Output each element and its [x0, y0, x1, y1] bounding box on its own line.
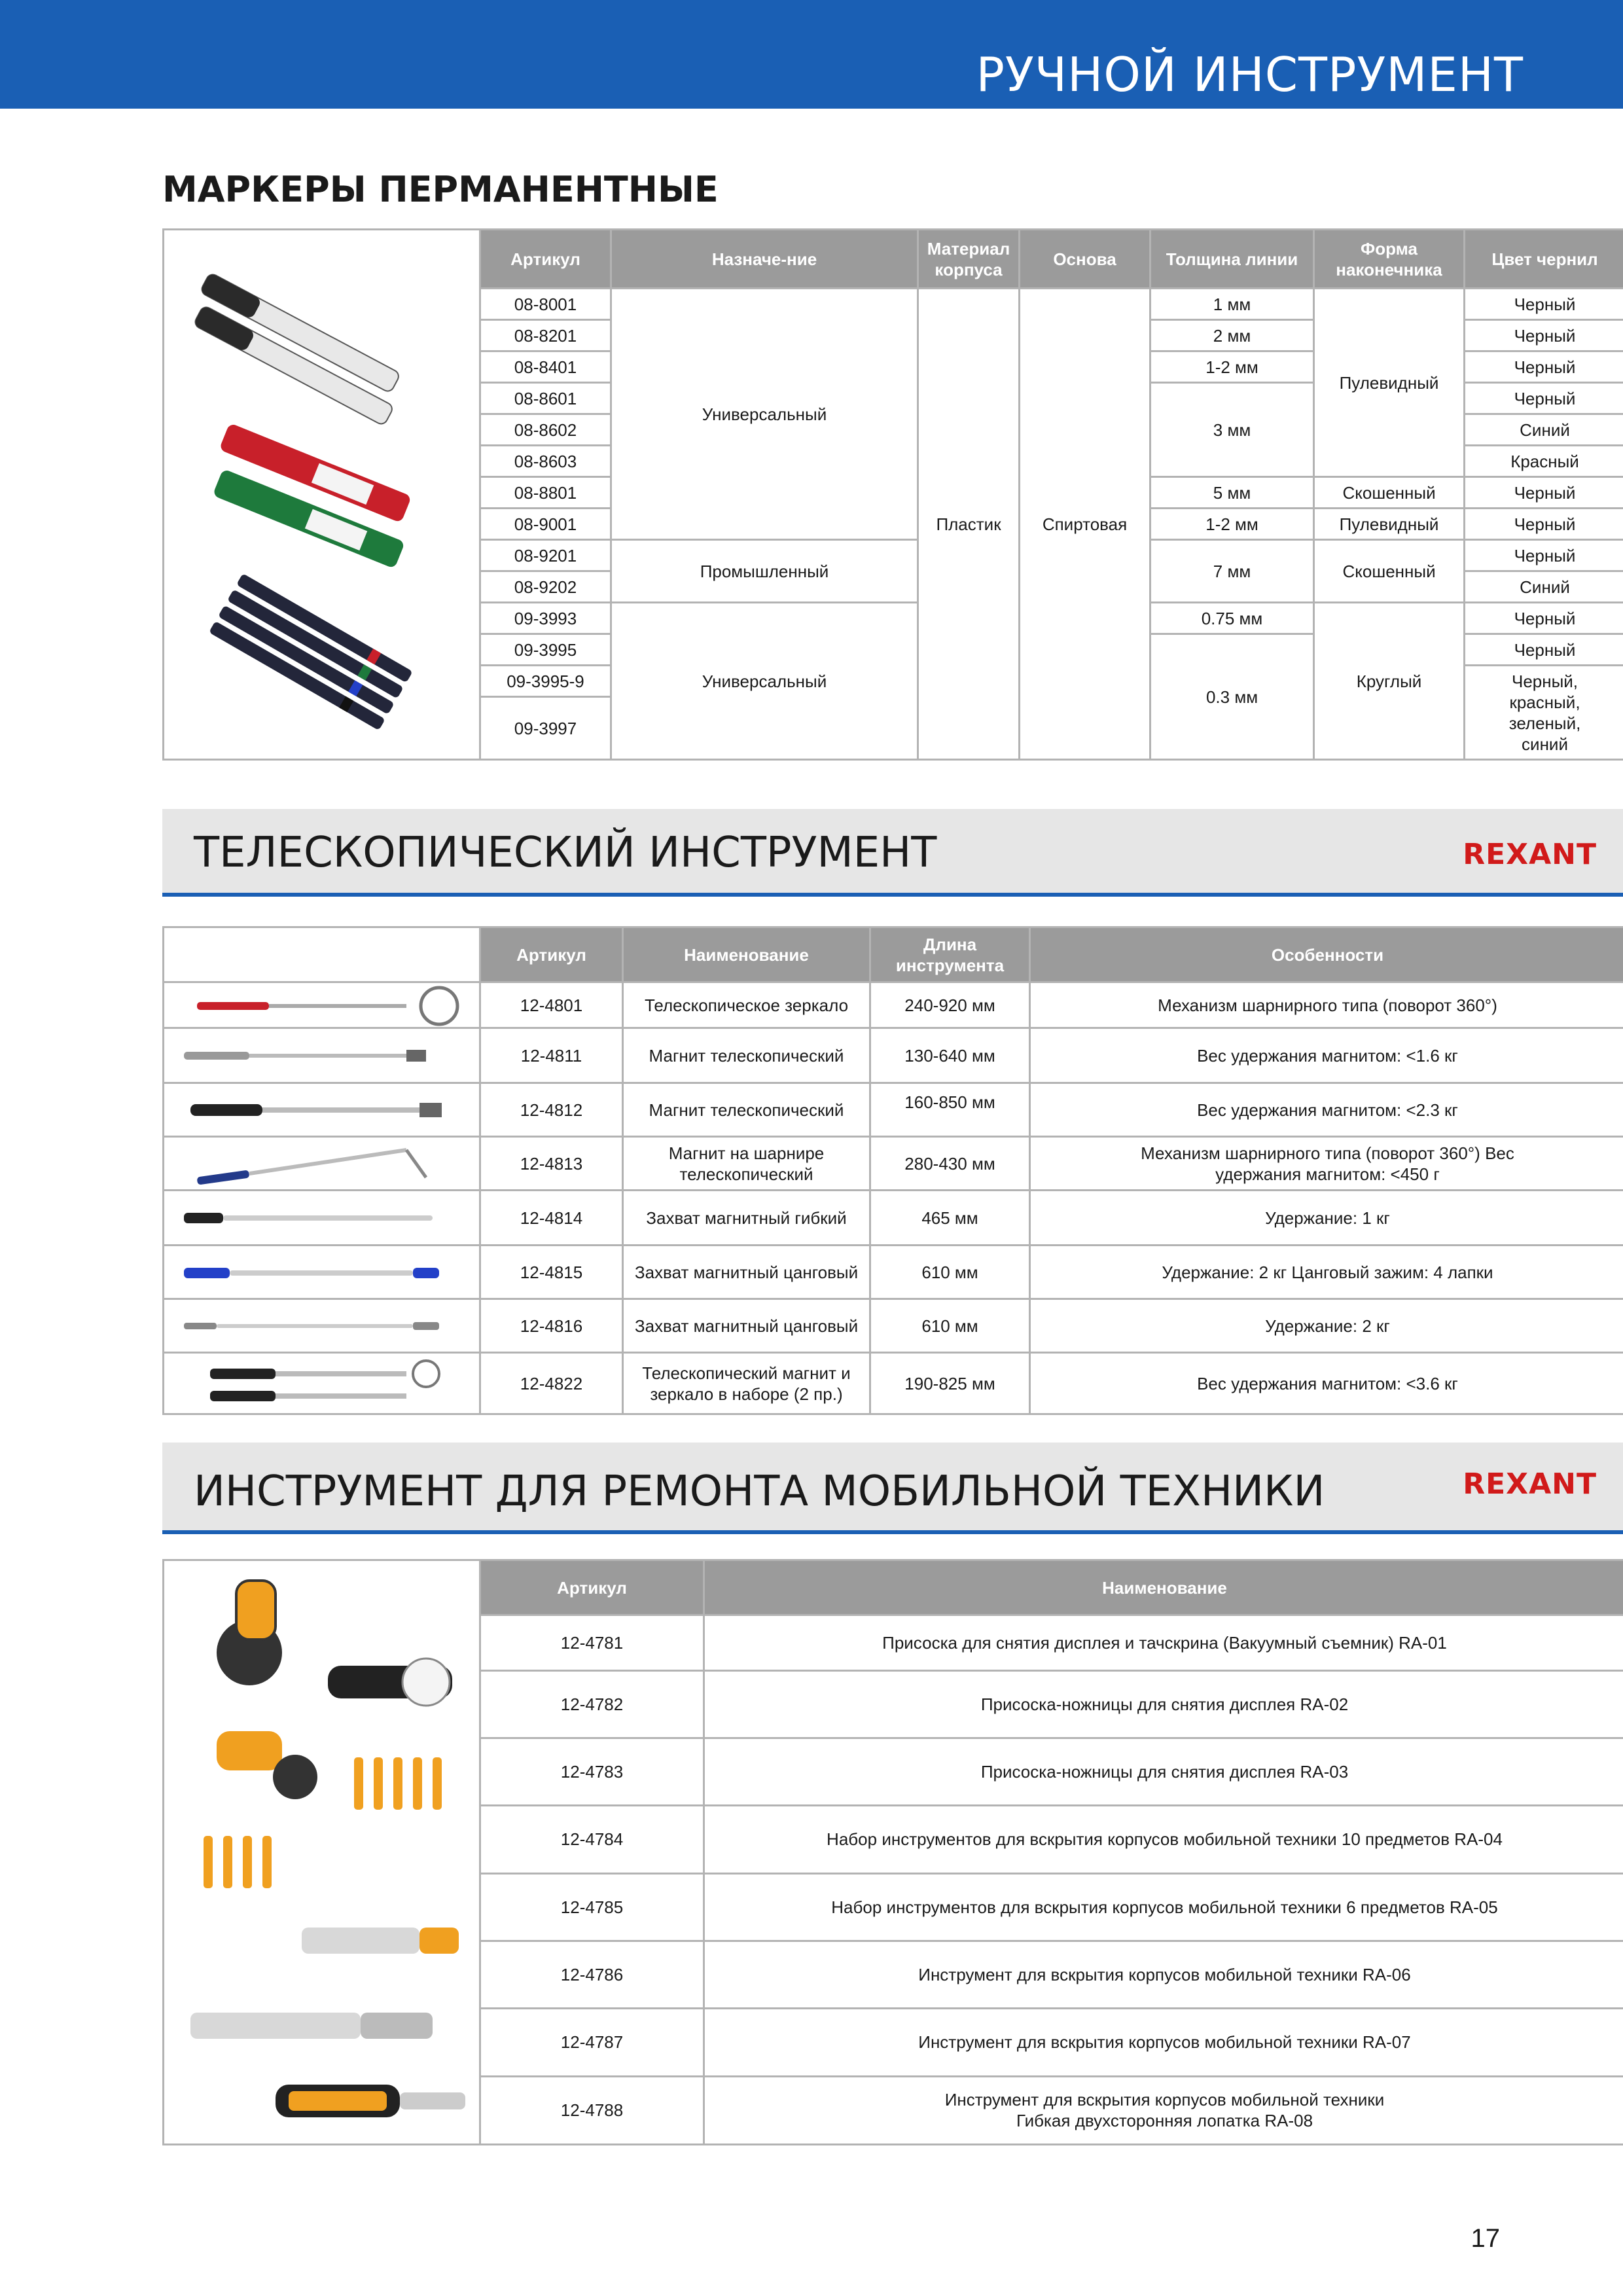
markers-header-thickness: Толщина линии — [1150, 230, 1314, 289]
table-row-article: 12-4784 — [480, 1806, 704, 1873]
markers-header-article: Артикул — [480, 230, 611, 289]
table-row-length: 190-825 мм — [870, 1353, 1030, 1414]
markers-article: 08-8201 — [480, 320, 611, 351]
markers-header-base: Основа — [1020, 230, 1150, 289]
table-row-name: Набор инструментов для вскрытия корпусов мобильной техники 10 предметов RA-04 — [704, 1806, 1623, 1873]
markers-article: 08-8602 — [480, 414, 611, 446]
markers-table — [162, 228, 1623, 761]
markers-tip: Пулевидный — [1314, 509, 1465, 540]
table-row-article: 12-4783 — [480, 1738, 704, 1805]
table-row-name: Набор инструментов для вскрытия корпусов мобильной техники 6 предметов RA-05 — [704, 1873, 1623, 1941]
table-row-name: Присоска-ножницы для снятия дисплея RA-02 — [704, 1670, 1623, 1738]
telescopic-magnet-image — [164, 1083, 480, 1137]
table-row-article: 12-4788 — [480, 2076, 704, 2144]
table-row-article: 12-4781 — [480, 1615, 704, 1670]
markers-ink: Черный — [1465, 320, 1623, 351]
markers-material: Пластик — [918, 289, 1020, 760]
markers-ink: Черный — [1465, 634, 1623, 666]
markers-base: Спиртовая — [1020, 289, 1150, 760]
markers-tip: Пулевидный — [1314, 289, 1465, 477]
telescopic-header-article: Артикул — [480, 927, 623, 982]
markers-thickness: 2 мм — [1150, 320, 1314, 351]
table-row-features: Вес удержания магнитом: <2.3 кг — [1030, 1083, 1623, 1137]
table-row-length: 465 мм — [870, 1191, 1030, 1246]
telescopic-header-length: Длина инструмента — [870, 927, 1030, 982]
table-row-features: Вес удержания магнитом: <1.6 кг — [1030, 1028, 1623, 1083]
telescopic-header-name: Наименование — [623, 927, 870, 982]
table-row-features: Механизм шарнирного типа (поворот 360°) Вес удержания магнитом: <450 г — [1030, 1137, 1623, 1191]
table-row-length: 130-640 мм — [870, 1028, 1030, 1083]
table-row-features: Вес удержания магнитом: <3.6 кг — [1030, 1353, 1623, 1414]
markers-header-material: Материал корпуса — [918, 230, 1020, 289]
table-row-article: 12-4812 — [480, 1083, 623, 1137]
markers-thickness: 1-2 мм — [1150, 351, 1314, 383]
markers-thickness: 0.75 мм — [1150, 603, 1314, 634]
table-row-name: Захват магнитный цанговый — [623, 1246, 870, 1299]
markers-article: 09-3995-9 — [480, 666, 611, 697]
markers-article: 09-3993 — [480, 603, 611, 634]
page-number: 17 — [1471, 2224, 1500, 2253]
markers-article: 08-9202 — [480, 571, 611, 603]
mobile-tools-image — [164, 1560, 480, 2145]
table-row-name: Инструмент для вскрытия корпусов мобильной техники Гибкая двухсторонняя лопатка RA-08 — [704, 2076, 1623, 2144]
telescopic-image-header — [164, 927, 480, 982]
table-row-length: 280-430 мм — [870, 1137, 1030, 1191]
markers-ink: Черный, красный, зеленый, синий — [1465, 666, 1623, 760]
markers-tip: Круглый — [1314, 603, 1465, 760]
mobile-title: ИНСТРУМЕНТ ДЛЯ РЕМОНТА МОБИЛЬНОЙ ТЕХНИКИ — [194, 1467, 1325, 1516]
table-row-length: 610 мм — [870, 1299, 1030, 1353]
table-row-name: Захват магнитный гибкий — [623, 1191, 870, 1246]
table-row-length: 160-850 мм — [870, 1083, 1030, 1137]
markers-article: 08-9201 — [480, 540, 611, 571]
markers-tip: Скошенный — [1314, 477, 1465, 509]
markers-article: 08-9001 — [480, 509, 611, 540]
mobile-table — [162, 1559, 1623, 2145]
markers-thickness: 0.3 мм — [1150, 634, 1314, 760]
markers-ink: Черный — [1465, 540, 1623, 571]
table-row-name: Присоска-ножницы для снятия дисплея RA-03 — [704, 1738, 1623, 1805]
rexant-logo: REXANT — [1463, 1467, 1597, 1501]
markers-article: 08-8401 — [480, 351, 611, 383]
markers-ink: Черный — [1465, 289, 1623, 320]
table-row-article: 12-4785 — [480, 1873, 704, 1941]
markers-illustration — [164, 233, 477, 757]
table-row-name: Магнит телескопический — [623, 1028, 870, 1083]
telescopic-header-features: Особенности — [1030, 927, 1623, 982]
markers-image — [164, 230, 480, 760]
mobile-tools-illustration — [164, 1561, 477, 2144]
markers-ink: Черный — [1465, 509, 1623, 540]
markers-header-purpose: Назначе-ние — [611, 230, 918, 289]
table-row-features: Удержание: 1 кг — [1030, 1191, 1623, 1246]
table-row-article: 12-4787 — [480, 2009, 704, 2076]
markers-article: 08-8801 — [480, 477, 611, 509]
telescopic-mirror-image — [164, 982, 480, 1028]
markers-ink: Синий — [1465, 571, 1623, 603]
table-row-article: 12-4782 — [480, 1670, 704, 1738]
markers-ink: Красный — [1465, 446, 1623, 477]
mobile-band — [162, 1443, 1623, 1534]
markers-tip: Скошенный — [1314, 540, 1465, 603]
telescopic-collet-grabber-image — [164, 1299, 480, 1353]
markers-ink: Черный — [1465, 383, 1623, 414]
rexant-logo: REXANT — [1463, 838, 1597, 871]
markers-ink: Черный — [1465, 603, 1623, 634]
markers-title: МАРКЕРЫ ПЕРМАНЕНТНЫЕ — [162, 169, 719, 210]
table-row-article: 12-4815 — [480, 1246, 623, 1299]
header-bar — [0, 0, 1623, 109]
markers-header-tip: Форма наконечника — [1314, 230, 1465, 289]
markers-article: 08-8603 — [480, 446, 611, 477]
telescopic-flexible-grabber-image — [164, 1191, 480, 1246]
table-row-length: 240-920 мм — [870, 982, 1030, 1028]
markers-purpose: Универсальный — [611, 289, 918, 540]
telescopic-table — [162, 926, 1623, 1415]
telescopic-set-image — [164, 1353, 480, 1414]
markers-article: 09-3997 — [480, 697, 611, 760]
markers-thickness: 7 мм — [1150, 540, 1314, 603]
mobile-header-name: Наименование — [704, 1560, 1623, 1615]
table-row-name: Присоска для снятия дисплея и тачскрина (Вакуумный съемник) RA-01 — [704, 1615, 1623, 1670]
markers-thickness: 5 мм — [1150, 477, 1314, 509]
markers-thickness: 1-2 мм — [1150, 509, 1314, 540]
table-row-article: 12-4813 — [480, 1137, 623, 1191]
table-row-name: Инструмент для вскрытия корпусов мобильной техники RA-07 — [704, 2009, 1623, 2076]
markers-purpose: Универсальный — [611, 603, 918, 760]
section-title: РУЧНОЙ ИНСТРУМЕНТ — [976, 47, 1524, 102]
table-row-name: Инструмент для вскрытия корпусов мобильной техники RA-06 — [704, 1941, 1623, 2008]
table-row-article: 12-4816 — [480, 1299, 623, 1353]
markers-ink: Синий — [1465, 414, 1623, 446]
telescopic-hinge-magnet-image — [164, 1137, 480, 1191]
markers-article: 08-8601 — [480, 383, 611, 414]
telescopic-magnet-image — [164, 1028, 480, 1083]
markers-thickness: 1 мм — [1150, 289, 1314, 320]
table-row-length: 610 мм — [870, 1246, 1030, 1299]
table-row-features: Удержание: 2 кг — [1030, 1299, 1623, 1353]
table-row-article: 12-4822 — [480, 1353, 623, 1414]
markers-ink: Черный — [1465, 351, 1623, 383]
markers-article: 09-3995 — [480, 634, 611, 666]
table-row-features: Механизм шарнирного типа (поворот 360°) — [1030, 982, 1623, 1028]
telescopic-band — [162, 809, 1623, 897]
table-row-features: Удержание: 2 кг Цанговый зажим: 4 лапки — [1030, 1246, 1623, 1299]
table-row-article: 12-4786 — [480, 1941, 704, 2008]
table-row-name: Магнит телескопический — [623, 1083, 870, 1137]
markers-article: 08-8001 — [480, 289, 611, 320]
telescopic-title: ТЕЛЕСКОПИЧЕСКИЙ ИНСТРУМЕНТ — [194, 829, 937, 877]
markers-thickness: 3 мм — [1150, 383, 1314, 477]
telescopic-collet-grabber-image — [164, 1246, 480, 1299]
table-row-article: 12-4811 — [480, 1028, 623, 1083]
table-row-name: Телескопическое зеркало — [623, 982, 870, 1028]
mobile-header-article: Артикул — [480, 1560, 704, 1615]
markers-header-ink: Цвет чернил — [1465, 230, 1623, 289]
markers-ink: Черный — [1465, 477, 1623, 509]
table-row-name: Магнит на шарнире телескопический — [623, 1137, 870, 1191]
markers-purpose: Промышленный — [611, 540, 918, 603]
table-row-article: 12-4801 — [480, 982, 623, 1028]
table-row-name: Захват магнитный цанговый — [623, 1299, 870, 1353]
table-row-name: Телескопический магнит и зеркало в наборе (2 пр.) — [623, 1353, 870, 1414]
table-row-article: 12-4814 — [480, 1191, 623, 1246]
